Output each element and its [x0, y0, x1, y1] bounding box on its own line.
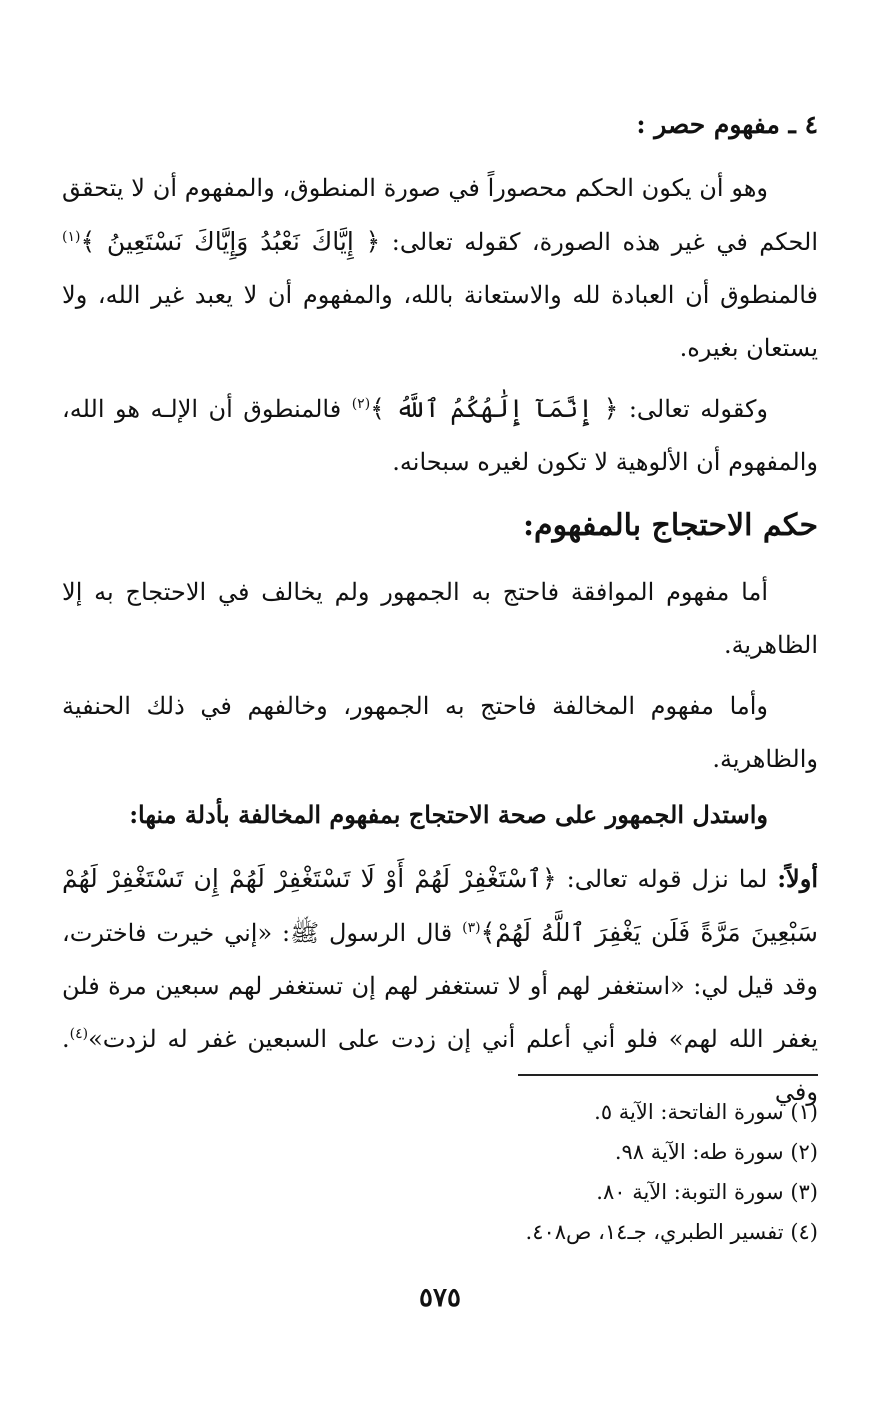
footnote-item: (٤) تفسير الطبري، جـ١٤، ص٤٠٨.: [525, 1220, 818, 1244]
footnote-item: (١) سورة الفاتحة: الآية ٥.: [594, 1100, 818, 1124]
quran-verse: ﴿ إِنَّمَآ إِلَٰهُكُمُ ٱللَّهُ ﴾: [370, 394, 619, 423]
page-number: ٥٧٥: [419, 1283, 461, 1313]
paragraph-mukhalafa: وأما مفهوم المخالفة فاحتج به الجمهور، وخالفهم في ذلك الحنفية والظاهرية.: [62, 692, 818, 773]
text-segment: قال الرسول ﷺ: «إني خيرت فاخترت، وقد قيل لي: «استغفر لهم أو لا تستغفر لهم إن تستغفر لهم سبعين مرة فلن يغفر الله لهم» فلو أني أعلم أني إن زدت على السبعين غفر له لزدت»: [62, 919, 818, 1053]
subsection-heading: ٤ ـ مفهوم حصر :: [636, 110, 818, 139]
footnote-ref: (٣): [462, 920, 481, 936]
footnote-item: (٢) سورة طه: الآية ٩٨.: [614, 1140, 818, 1164]
footnotes-list: [62, 1092, 818, 1252]
text-segment: وهو أن يكون الحكم محصوراً في صورة المنطوق، والمفهوم أن لا يتحقق الحكم في غير هذه الصورة، كقوله تعالى:: [62, 174, 818, 256]
text-segment: . وفي: [62, 1025, 818, 1106]
text-segment: فالمنطوق أن الإلـه هو الله، والمفهوم أن الألوهية لا تكون لغيره سبحانه.: [62, 395, 818, 476]
paragraph-hasr-definition: [62, 162, 818, 375]
footnote-ref: (٢): [351, 396, 371, 412]
footnote-ref: (٤): [69, 1026, 89, 1042]
first-label: أولاً:: [777, 864, 818, 893]
footnote-divider: [518, 1074, 818, 1076]
quran-verse: ﴿ إِيَّاكَ نَعْبُدُ وَإِيَّاكَ نَسْتَعِينُ ﴾: [80, 227, 381, 256]
text-segment: وكقوله تعالى:: [618, 395, 768, 423]
paragraph-first-evidence: [62, 852, 818, 1119]
evidence-heading: واستدل الجمهور على صحة الاحتجاج بمفهوم المخالفة بأدلة منها:: [129, 800, 768, 829]
text-segment: فالمنطوق أن العبادة لله والاستعانة بالله، والمفهوم أن لا يعبد غير الله، ولا يستعان بغيره.: [62, 281, 818, 362]
footnote-item: (٣) سورة التوبة: الآية ٨٠.: [596, 1180, 818, 1204]
quran-verse: ﴿ٱسْتَغْفِرْ لَهُمْ أَوْ لَا تَسْتَغْفِرْ لَهُمْ إِن تَسْتَغْفِرْ لَهُمْ سَبْعِينَ مَرَّةً فَلَن يَغْفِرَ ٱللَّهُ لَهُمْ﴾: [62, 864, 819, 947]
text-segment: لما نزل قوله تعالى:: [556, 865, 778, 893]
section-title: حكم الاحتجاج بالمفهوم:: [522, 508, 818, 543]
paragraph-hasr-example: [62, 382, 818, 489]
paragraph-muwafaqa: أما مفهوم الموافقة فاحتج به الجمهور ولم يخالف في الاحتجاج به إلا الظاهرية.: [62, 578, 818, 659]
book-page: [62, 0, 818, 1402]
footnote-ref: (١): [62, 229, 81, 245]
